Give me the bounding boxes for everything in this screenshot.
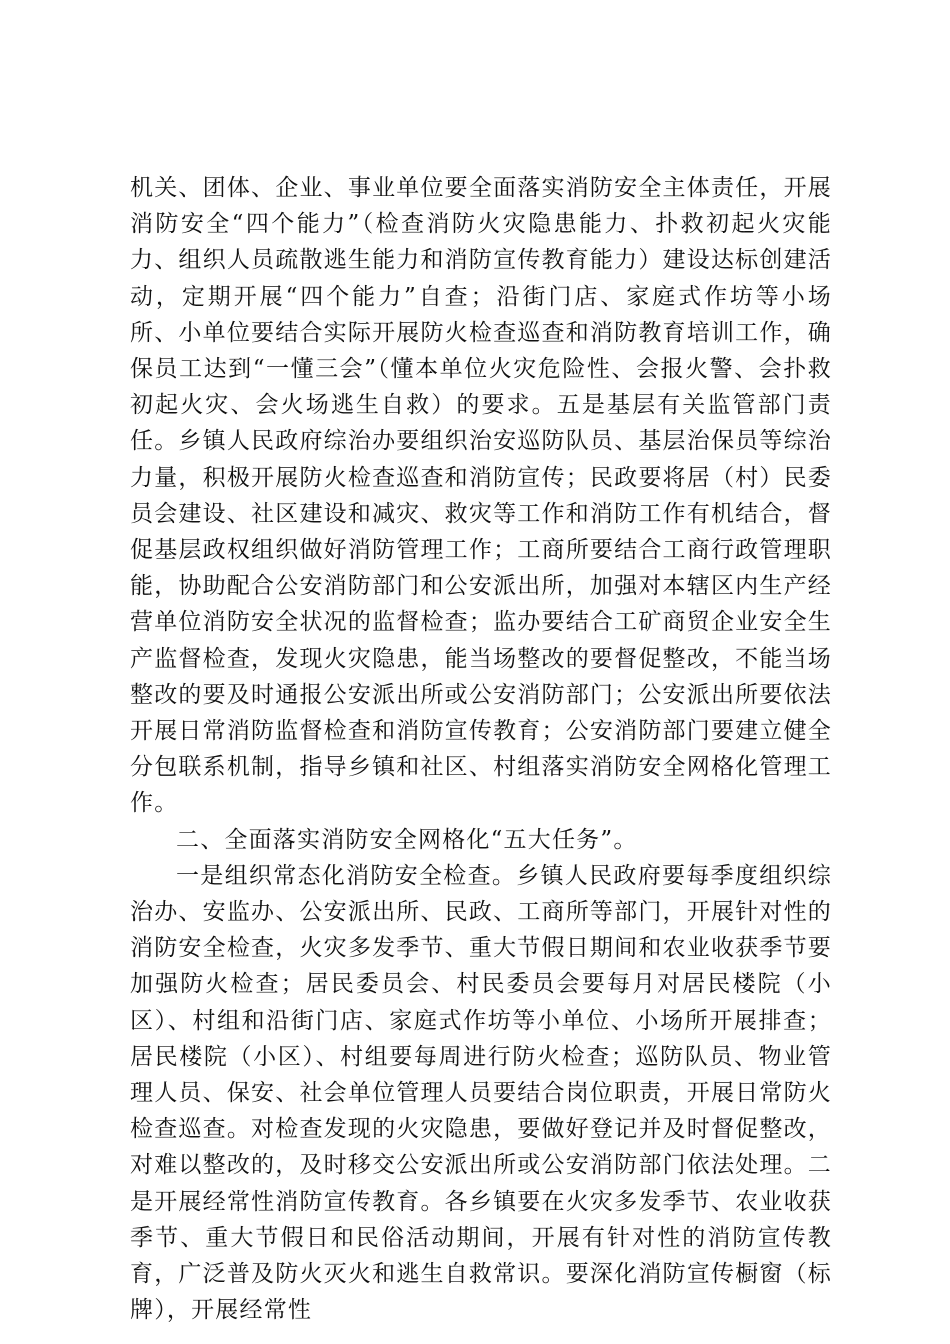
body-paragraph-2: 一是组织常态化消防安全检查。乡镇人民政府要每季度组织综治办、安监办、公安派出所、民政、工商所等部门，开展针对性的消防安全检查，火灾多发季节、重大节假日期间和农业收获季节要加强防火检查；居民委员会、村民委员会要每月对居民楼院（小区）、村组和沿街门店、家庭式作坊等小单位、小场所开展排查；居民楼院（小区）、村组要每周进行防火检查；巡防队员、物业管理人员、保安、社会单位管理人员要结合岗位职责，开展日常防火检查巡查。对检查发现的火灾隐患，要做好登记并及时督促整改，对难以整改的，及时移交公安派出所或公安消防部门依法处理。二是开展经常性消防宣传教育。各乡镇要在火灾多发季节、农业收获季节、重大节假日和民俗活动期间，开展有针对性的消防宣传教育，广泛普及防火灭火和逃生自救常识。要深化消防宣传橱窗（标牌），开展经常性: [130, 862, 832, 1324]
document-page: [130, 170, 832, 1329]
section-heading: 二、全面落实消防安全网格化“五大任务”。: [176, 826, 638, 853]
body-paragraph-1: 机关、团体、企业、事业单位要全面落实消防安全主体责任，开展消防安全“四个能力”（检查消防火灾隐患能力、扑救初起火灾能力、组织人员疏散逃生能力和消防宣传教育能力）建设达标创建活动，定期开展“四个能力”自查；沿街门店、家庭式作坊等小场所、小单位要结合实际开展防火检查巡查和消防教育培训工作，确保员工达到“一懂三会”（懂本单位火灾危险性、会报火警、会扑救初起火灾、会火场逃生自救）的要求。五是基层有关监管部门责任。乡镇人民政府综治办要组织治安巡防队员、基层治保员等综治力量，积极开展防火检查巡查和消防宣传；民政要将居（村）民委员会建设、社区建设和减灾、救灾等工作和消防工作有机结合，督促基层政权组织做好消防管理工作；工商所要结合工商行政管理职能，协助配合公安消防部门和公安派出所，加强对本辖区内生产经营单位消防安全状况的监督检查；监办要结合工矿商贸企业安全生产监督检查，发现火灾隐患，能当场整改的要督促整改，不能当场整改的要及时通报公安派出所或公安消防部门；公安派出所要依法开展日常消防监督检查和消防宣传教育；公安消防部门要建立健全分包联系机制，指导乡镇和社区、村组落实消防安全网格化管理工作。: [130, 175, 832, 817]
